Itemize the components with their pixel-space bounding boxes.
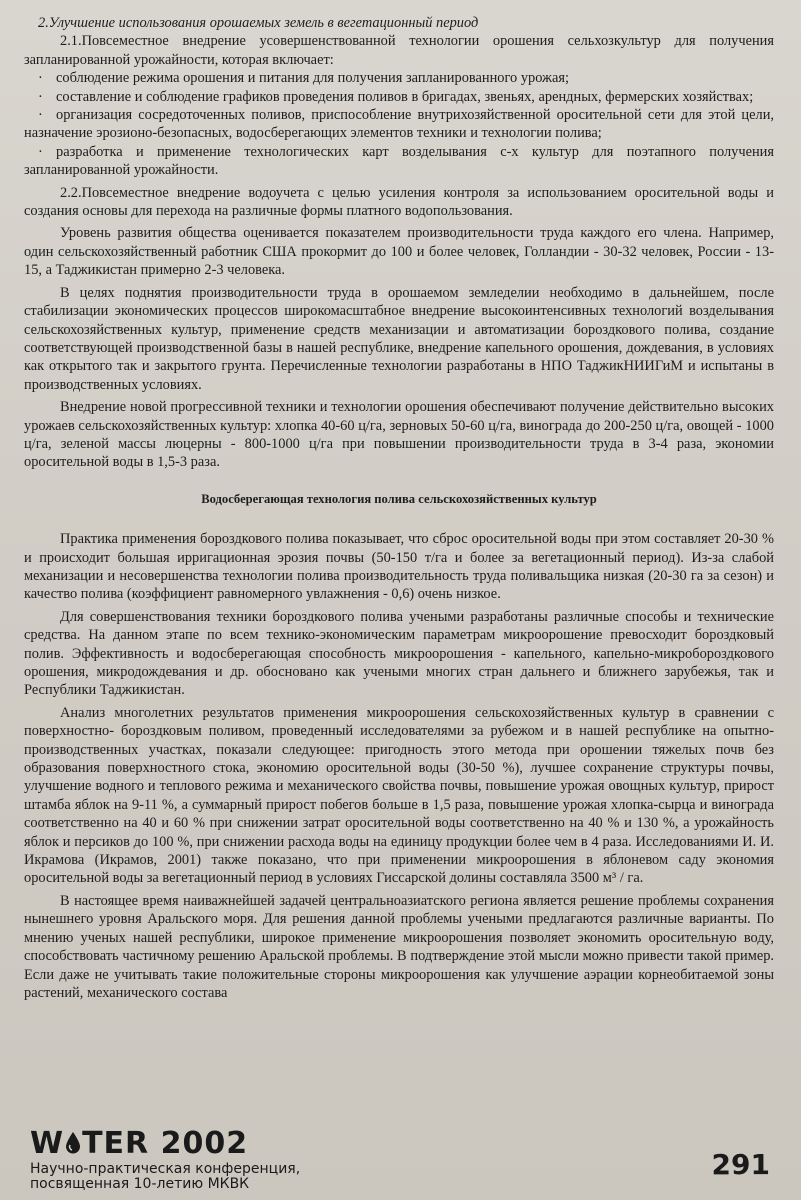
body-text bbox=[24, 14, 774, 1002]
paragraph-practice: Практика применения бороздкового полива показывает, что сброс оросительной воды при этом составляет 20-30 % и происходит большая ирригационная эрозия почвы (50-150 т/га и более за вегетационный период). Из-за слабой механизации и несовершенства технологии полива производительность труда поливальщика низкая (20-30 га за сезон) и качество полива (коэффициент равномерного увлажнения - 0,6) очень низкое. bbox=[24, 531, 774, 603]
conference-caption bbox=[30, 1162, 300, 1192]
paragraph-2-2: 2.2.Повсеместное внедрение водоучета с целью усиления контроля за использованием оросительной воды и создания основы для перехода на различные формы платного водопользования. bbox=[24, 184, 774, 220]
water-2002-logo bbox=[30, 1128, 248, 1160]
paragraph-improve: Для совершенствования техники бороздкового полива учеными разработаны различные способы и технические средства. На данном этапе по всем технико-экономическим параметрам микроорошение превосходит бороздковый полив. Эффективность и водосберегающая способность микроорошения - капельного, капельно-микробороздкового орошения, микродождевания и др. обосновано как учеными многих стран дальнего и ближнего зарубежья, так и Республики Таджикистан. bbox=[24, 608, 774, 699]
water-drop-icon bbox=[64, 1131, 82, 1155]
page-number: 291 bbox=[711, 1148, 770, 1181]
bullet-item-3 bbox=[24, 106, 774, 143]
paragraph-productivity: В целях поднятия производительности труда в орошаемом земледелии необходимо в дальнейшем, после стабилизации экономических процессов широкомасштабное внедрение высокоинтенсивных технологий возделывания сельскохозяйственных культур, применение средств механизации и автоматизации бороздкового полива, создание соответствующей производственной базы в нашей республике, внедрение капельного орошения, дождевания, в условиях как открытого так и закрытого грунта. Перечисленные технологии разработаны в НПО ТаджикНИИГиМ и испытаны в производственных условиях. bbox=[24, 284, 774, 393]
paragraph-aral: В настоящее время наиважнейшей задачей центральноазиатского региона является решение проблемы сохранения нынешнего уровня Аральского моря. Для решения данной проблемы учеными предлагаются различные варианты. По мнению ученых нашей республики, широкое применение микроорошения позволяет экономить оросительную воду, способствовать частичному решению Аральской проблемы. В подтверждение этой мысли можно привести такой пример. Если даже не учитывать такие положительные стороны микроорошения как улучшение аэрации корнеобитаемой зоны растений, механического состава bbox=[24, 892, 774, 1001]
bullet-marker: · bbox=[38, 88, 43, 105]
conference-line-2: посвященная 10-летию МКВК bbox=[30, 1176, 250, 1192]
conference-line-1: Научно-практическая конференция, bbox=[30, 1161, 301, 1177]
bullet-item-1 bbox=[24, 69, 774, 87]
bullet-item-2 bbox=[24, 88, 774, 106]
bullet-marker: · bbox=[38, 143, 43, 160]
logo-text: TER 2002 bbox=[82, 1126, 249, 1161]
logo-letter-w: W bbox=[30, 1126, 65, 1161]
bullet-text: составление и соблюдение графиков проведения поливов в бригадах, звеньях, арендных, фермерских хозяйствах; bbox=[56, 88, 754, 105]
bullet-text: разработка и применение технологических карт возделывания с-х культур для поэтапного получения запланированной урожайности. bbox=[24, 143, 774, 179]
bullet-marker: · bbox=[38, 107, 43, 124]
section-heading: Водосберегающая технология полива сельскохозяйственных культур bbox=[201, 491, 597, 506]
paragraph-level: Уровень развития общества оценивается показателем производительности труда каждого его члена. Например, один сельскохозяйственный работник США прокормит до 100 и более человек, Голландии - 30-32 человек, России - 13-15, а Таджикистан примерно 2-3 человека. bbox=[24, 225, 774, 279]
bullet-marker: · bbox=[38, 70, 43, 87]
bullet-text: организация сосредоточенных поливов, приспособление внутрихозяйственной оросительной сети для этой цели, назначение эрозионо-безопасных, водосберегающих элементов техники и технологии полива; bbox=[24, 107, 774, 142]
paragraph-2-1: 2.1.Повсеместное внедрение усовершенствованной технологии орошения сельхозкультур для получения запланированной урожайности, которая включает: bbox=[24, 33, 774, 68]
page-footer bbox=[30, 1128, 770, 1194]
paragraph-new-tech: Внедрение новой прогрессивной техники и технологии орошения обеспечивают получение действительно высоких урожаев сельскохозяйственных культур: хлопка 40-60 ц/га, зерновых 50-60 ц/га, винограда до 200-250 ц/га, овощей - 1000 ц/га, зеленой массы люцерны - 800-1000 ц/га при повышении производительности труда в 3-4 раза, экономии оросительной воды в 1,5-3 раза. bbox=[24, 399, 774, 471]
bullet-item-4 bbox=[24, 143, 774, 180]
bullet-text: соблюдение режима орошения и питания для получения запланированного урожая; bbox=[56, 70, 570, 87]
paragraph-analysis: Анализ многолетних результатов применения микроорошения сельскохозяйственных культур в сравнении с поверхностно- бороздковым поливом, проведенный исследователями за рубежом и в нашей республике на опытно-производственных участках, показали следующее: пригодность этого метода при орошении тяжелых почв без образования поверхностного стока, экономию оросительной воды (30-50 %), лучшее сохранение структуры почвы, улучшение водного и теплового режима и механического свойства почвы, повышение урожая овощных культур, прирост штамба яблок на 9-11 %, а суммарный прирост побегов больше в 1,5 раза, повышение урожая хлопка-сырца и винограда соответственно на 40 и 60 % при снижении затрат оросительной воды соответственно на 40 % и 130 %, а урожайность яблок и персиков до 100 %, при снижении расхода воды на единицу продукции более чем в 4 раза. Исследованиями И. И. Икрамова (Икрамов, 2001) также показано, что при применении микроорошения в яблоневом саду экономия оросительной воды за вегетационный период в условиях Гиссарской долины составляла 3500 м³ / га. bbox=[24, 704, 774, 887]
section-title: 2.Улучшение использования орошаемых земель в вегетационный период bbox=[38, 15, 479, 31]
